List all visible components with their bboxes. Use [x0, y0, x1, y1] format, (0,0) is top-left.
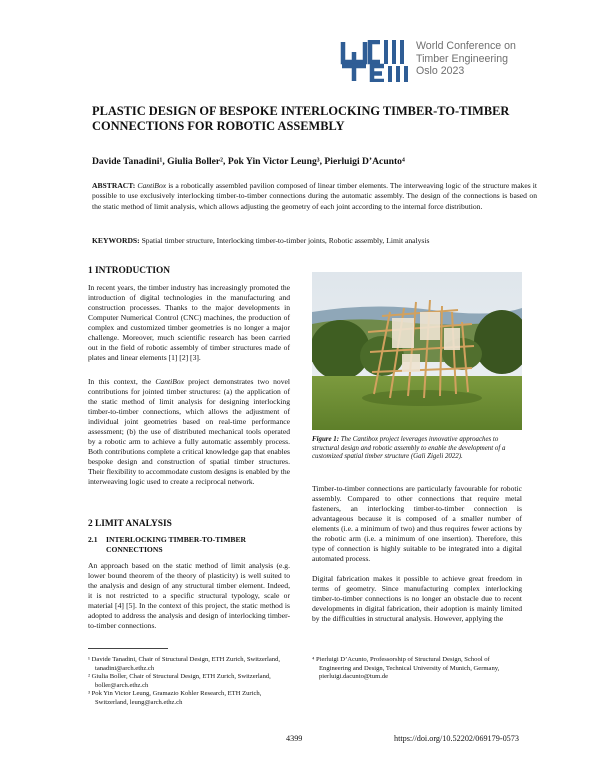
logo-line-3: Oslo 2023	[416, 65, 465, 78]
limit-analysis-paragraph: An approach based on the static method of limit analysis (e.g. lower bound theorem of the theory of plasticity) is well suited to the analysis and design of any structural timber element. Indeed, it is not restricted to a specific structural typology, scale or material [4] [5]. In the context of this project, the static method is adopted to address the analysis and design of interlocking timber-to-timber connections.	[88, 561, 290, 631]
wcte-logo-icon	[340, 40, 408, 82]
footnotes-left	[88, 656, 293, 707]
intro-p2-start: In this context, the	[88, 377, 156, 386]
footnote-divider	[88, 648, 168, 649]
footnote-1: ¹ Davide Tanadini, Chair of Structural Design, ETH Zurich, Switzerland, tanadini@arch.ethz.ch	[88, 656, 281, 672]
abstract-label: ABSTRACT:	[92, 181, 136, 190]
logo-line-2: Timber Engineering	[416, 52, 509, 65]
caption-project-name: Cantibox	[352, 436, 379, 443]
keywords-text: Spatial timber structure, Interlocking timber-to-timber joints, Robotic assembly, Limit analysis	[139, 236, 430, 245]
caption-start: The	[339, 436, 353, 443]
footnote-3: ³ Pok Yin Victor Leung, Gramazio Kohler Research, ETH Zurich, Switzerland, leung@arch.ethz.ch	[88, 690, 262, 706]
subsection-heading: INTERLOCKING TIMBER-TO-TIMBER CONNECTIONS	[106, 535, 247, 554]
abstract	[92, 181, 537, 212]
caption-rest: project leverages innovative approaches to structural design and robotic assembly to enable the development of a customized spatial timber structure (Gali Zigeli 2022).	[312, 436, 506, 461]
footnote-2: ² Giulia Boller, Chair of Structural Design, ETH Zurich, Switzerland, boller@arch.ethz.ch	[88, 673, 271, 689]
author-list: Davide Tanadini¹, Giulia Boller², Pok Yin Victor Leung³, Pierluigi D’Acunto⁴	[92, 156, 405, 167]
section-1-heading: 1 INTRODUCTION	[88, 266, 171, 276]
keywords	[92, 236, 537, 246]
doi-link[interactable]: https://doi.org/10.52202/069179-0573	[394, 734, 519, 743]
keywords-label: KEYWORDS:	[92, 236, 140, 245]
pavilion-photo	[312, 272, 522, 430]
right-paragraph-1: Timber-to-timber connections are particularly favourable for robotic assembly. Compared to other connections that require metal fasteners, an interlocking timber-to-timber connection is advantageous because it is composed of a smaller number of elements (i.e. a minimum of two) and thus requires fewer actions by the robotic arm (i.e. a minimum of one insertion). Therefore, this type of connection is highly suitable to be integrated into a digital automated process.	[312, 484, 522, 564]
intro-p2-rest: project demonstrates two novel contributions for jointed timber structures: (a) the application of the static method of limit analysis for designing interlocking timber-to-timber connections, which allows the adjustment of individual joint geometries based on real-time performance assessment; (b) the use of distributed mechanical tools operated by a robotic arm to achieve a fully automatic assembly process. Both contributions complete a critical knowledge gap that enables bespoke design and construction of spatial timber structures. Their flexibility to accommodate custom designs is enabled by the interweaving logic used to create a reciprocal network.	[88, 377, 290, 487]
logo-line-1: World Conference on	[416, 40, 516, 52]
intro-p2-project-name: CantiBox	[155, 377, 185, 386]
abstract-project-name: CantiBox	[137, 181, 167, 190]
intro-paragraph-2	[88, 377, 290, 488]
intro-paragraph-1: In recent years, the timber industry has increasingly promoted the introduction of digital technologies in the manufacturing and construction processes. Thanks to the major developments in Computer Numerical Control (CNC) machines, the production of complex and customized timber geometries is no longer a major challenge. Moreover, much scientific research has been carried out in the field of robotic assembly of timber structures made of plates and linear elements [1] [2] [3].	[88, 283, 290, 363]
subsection-number: 2.1	[88, 535, 98, 544]
figure-label: Figure 1:	[312, 436, 339, 443]
figure-caption	[312, 436, 522, 462]
section-2-heading: 2 LIMIT ANALYSIS	[88, 519, 172, 529]
footnotes-right	[312, 656, 522, 682]
right-paragraph-2: Digital fabrication makes it possible to achieve great freedom in terms of geometry. Since manufacturing complex interlocking timber-to-timber connections is no longer an obstacle due to recent developments in digital fabrication, their adoption is mainly limited by the difficulties in structural analysis. However, applying the	[312, 574, 522, 624]
abstract-text: is a robotically assembled pavilion composed of linear timber elements. The interweaving logic of the structure makes it possible to use exclusively interlocking timber-to-timber connections during the automatic assembly. The design of the connections is based on the static method of limit analysis, which allows adjusting the geometry of each joint according to the internal force distribution.	[92, 181, 537, 211]
paper-title: PLASTIC DESIGN OF BESPOKE INTERLOCKING TIMBER-TO-TIMBER CONNECTIONS FOR ROBOTIC ASSEMBLY	[92, 104, 510, 133]
footnote-4: ⁴ Pierluigi D’Acunto, Professorship of Structural Design, School of Engineering and Design, Technical University of Munich, Germany, pierluigi.dacunto@tum.de	[312, 656, 500, 680]
conference-name	[416, 40, 556, 78]
page-number: 4399	[286, 734, 303, 743]
